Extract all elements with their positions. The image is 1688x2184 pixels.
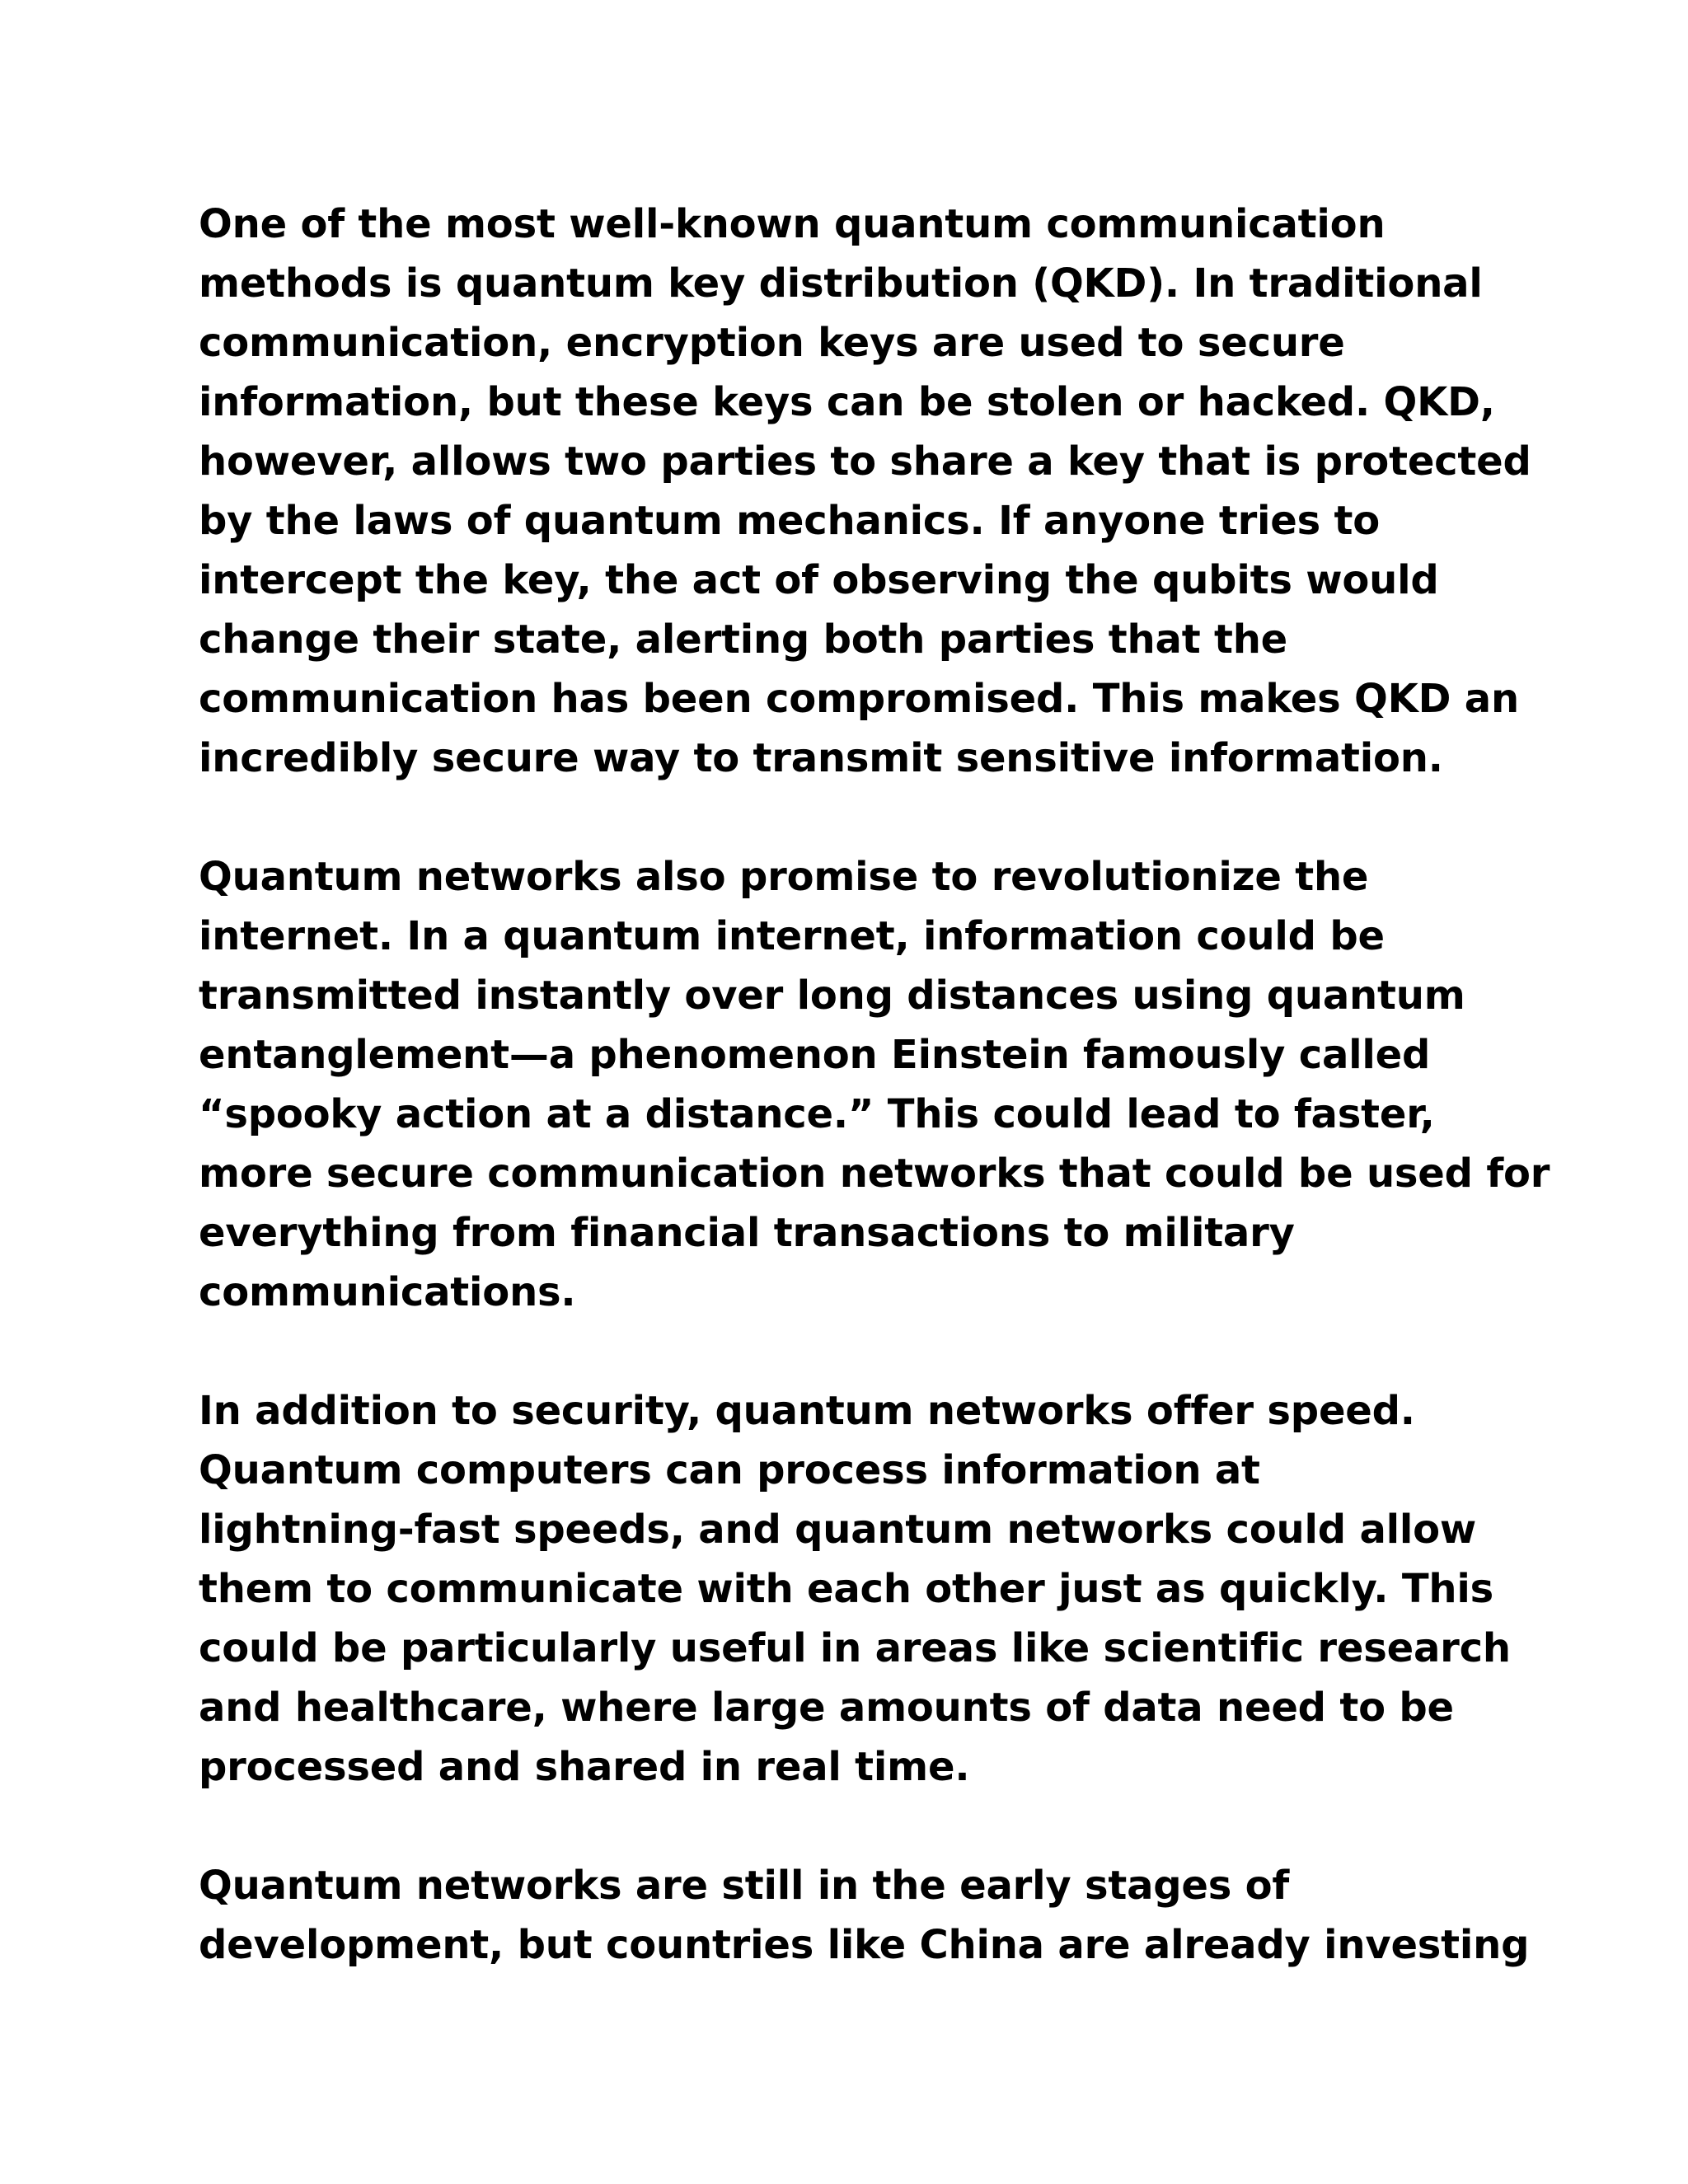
paragraph-development: [199, 1856, 1530, 1975]
text-line: intercept the key, the act of observing the qubits would: [199, 557, 1439, 603]
text-line: communication has been compromised. This makes QKD an: [199, 676, 1519, 722]
paragraph-qkd: [199, 194, 1531, 788]
text-line: transmitted instantly over long distances using quantum: [199, 972, 1465, 1019]
text-line: Quantum networks also promise to revolutionize the: [199, 854, 1369, 900]
paragraph-quantum-internet: [199, 847, 1550, 1322]
text-line: Quantum networks are still in the early stages of: [199, 1863, 1290, 1909]
text-line: could be particularly useful in areas like scientific research: [199, 1625, 1511, 1671]
text-line: Quantum computers can process information at: [199, 1447, 1260, 1493]
text-line: entanglement—a phenomenon Einstein famously called: [199, 1032, 1431, 1078]
text-line: processed and shared in real time.: [199, 1744, 970, 1790]
text-line: lightning-fast speeds, and quantum networks could allow: [199, 1507, 1477, 1553]
text-line: them to communicate with each other just as quickly. This: [199, 1566, 1493, 1612]
text-line: by the laws of quantum mechanics. If anyone tries to: [199, 498, 1381, 544]
paragraph-speed: [199, 1381, 1511, 1797]
text-line: internet. In a quantum internet, information could be: [199, 913, 1385, 959]
text-line: One of the most well-known quantum communication: [199, 201, 1386, 247]
document-body: [199, 194, 1550, 1975]
text-line: In addition to security, quantum networks offer speed.: [199, 1388, 1415, 1434]
text-line: and healthcare, where large amounts of data need to be: [199, 1685, 1454, 1731]
text-line: information, but these keys can be stolen or hacked. QKD,: [199, 379, 1495, 425]
text-line: “spooky action at a distance.” This could lead to faster,: [199, 1091, 1435, 1137]
text-line: incredibly secure way to transmit sensitive information.: [199, 735, 1443, 781]
text-line: methods is quantum key distribution (QKD). In traditional: [199, 260, 1483, 307]
text-line: communications.: [199, 1269, 576, 1315]
text-line: communication, encryption keys are used to secure: [199, 320, 1345, 366]
text-line: everything from financial transactions to military: [199, 1210, 1295, 1256]
text-line: however, allows two parties to share a key that is protected: [199, 438, 1531, 485]
text-line: change their state, alerting both parties that the: [199, 616, 1288, 663]
text-line: development, but countries like China are already investing: [199, 1922, 1530, 1968]
text-line: more secure communication networks that could be used for: [199, 1151, 1550, 1197]
